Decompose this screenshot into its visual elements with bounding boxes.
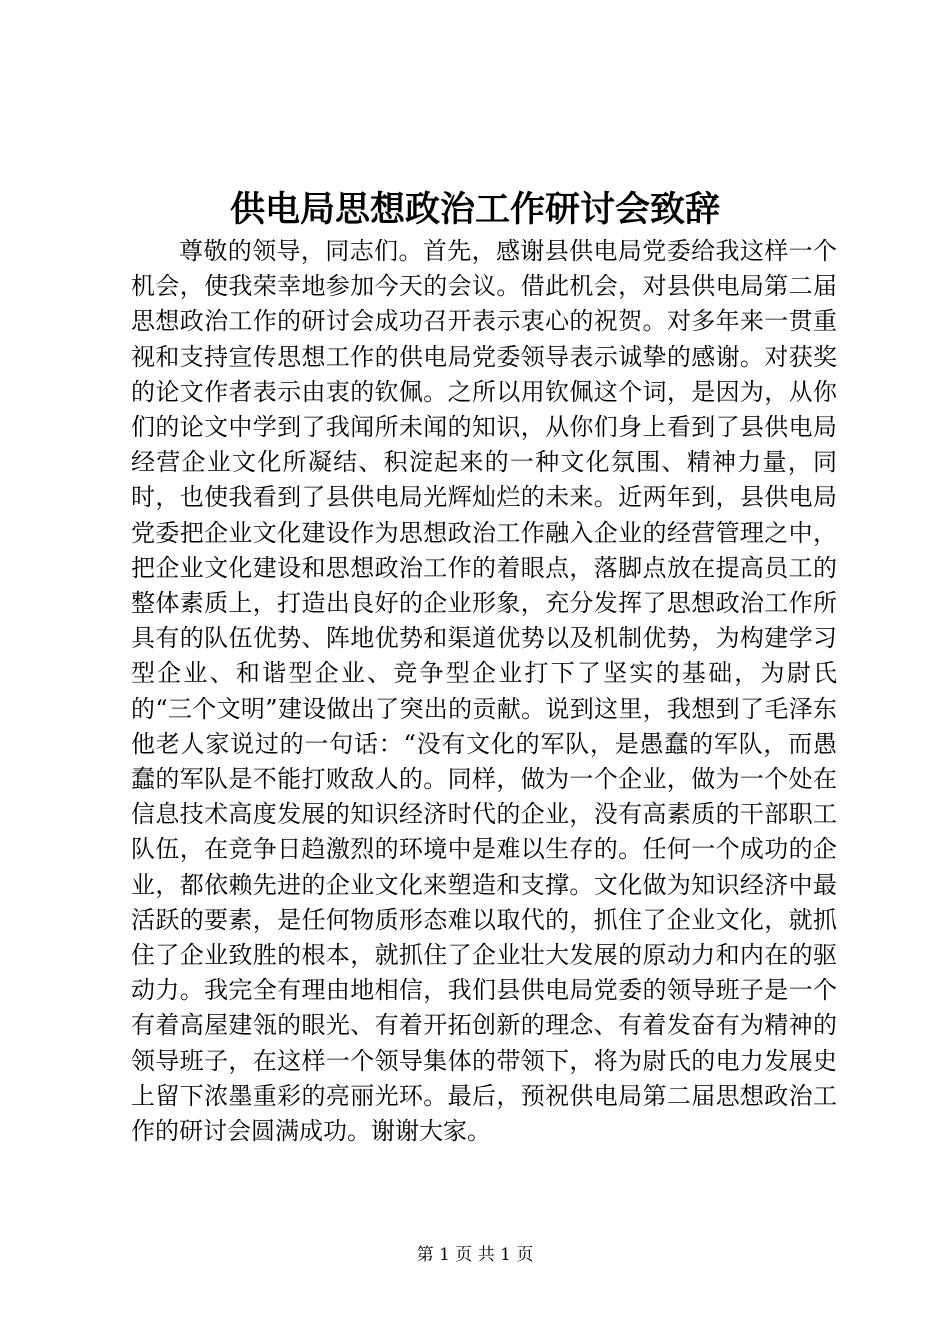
document-title: 供电局思想政治工作研讨会致辞 [229, 189, 720, 230]
page-number-footer: 第 1 页 共 1 页 [416, 1245, 534, 1265]
document-body: 尊敬的领导，同志们。首先，感谢县供电局党委给我这样一个机会，使我荣幸地参加今天的会议。借此机会，对县供电局第二届思想政治工作的研讨会成功召开表示衷心的祝贺。对多年来一贯重视和支持宣传思想工作的供电局党委领导表示诚挚的感谢。对获奖的论文作者表示由衷的钦佩。之所以用钦佩这个词，是因为，从你们的论文中学到了我闻所未闻的知识，从你们身上看到了县供电局经营企业文化所凝结、积淀起来的一种文化氛围、精神力量，同时，也使我看到了县供电局光辉灿烂的未来。近两年到，县供电局党委把企业文化建设作为思想政治工作融入企业的经营管理之中，把企业文化建设和思想政治工作的着眼点，落脚点放在提高员工的整体素质上，打造出良好的企业形象，充分发挥了思想政治工作所具有的队伍优势、阵地优势和渠道优势以及机制优势，为构建学习型企业、和谐型企业、竞争型企业打下了坚实的基础，为尉氏的“三个文明”建设做出了突出的贡献。说到这里，我想到了毛泽东他老人家说过的一句话：“没有文化的军队，是愚蠢的军队，而愚蠢的军队是不能打败敌人的。同样，做为一个企业，做为一个处在信息技术高度发展的知识经济时代的企业，没有高素质的干部职工队伍，在竞争日趋激烈的环境中是难以生存的。任何一个成功的企业，都依赖先进的企业文化来塑造和支撑。文化做为知识经济中最活跃的要素，是任何物质形态难以取代的，抓住了企业文化，就抓住了企业致胜的根本，就抓住了企业壮大发展的原动力和内在的驱动力。我完全有理由地相信，我们县供电局党委的领导班子是一个有着高屋建瓴的眼光、有着开拓创新的理念、有着发奋有为精神的领导班子，在这样一个领导集体的带领下，将为尉氏的电力发展史上留下浓墨重彩的亮丽光环。最后，预祝供电局第二届思想政治工作的研讨会圆满成功。谢谢大家。 [131, 237, 837, 1146]
